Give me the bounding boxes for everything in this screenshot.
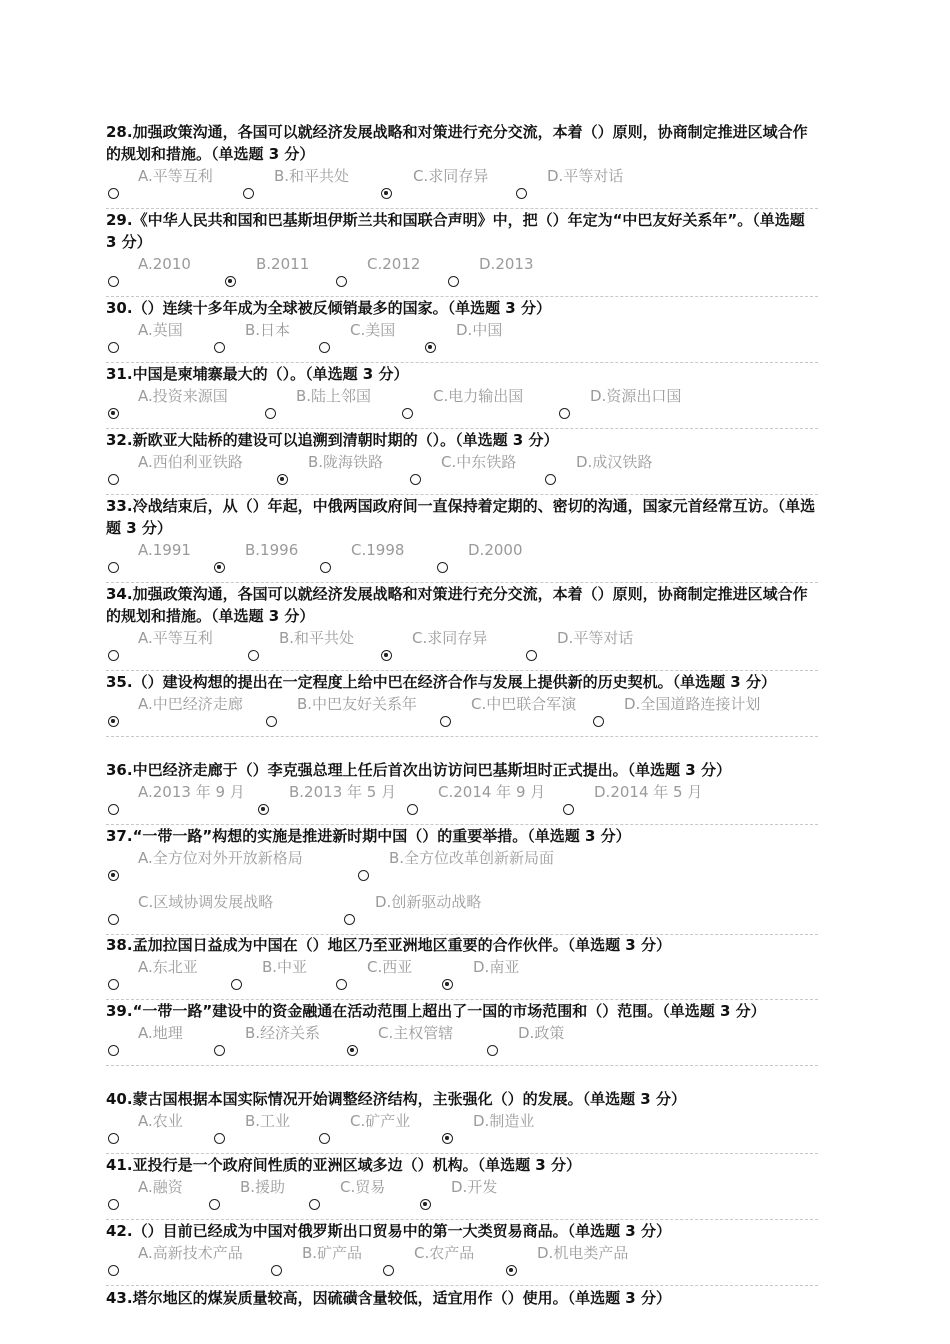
option-label: D.平等对话: [557, 629, 634, 647]
question-text: 43.塔尔地区的煤炭质量较高，因硫磺含量较低，适宜用作（）使用。（单选题 3 分）: [106, 1289, 671, 1307]
option-d: [106, 956, 818, 1000]
option-label: A.农业: [138, 1112, 183, 1130]
option-label: C.电力输出国: [433, 387, 524, 405]
option-d: [106, 253, 818, 297]
option-row: [106, 165, 818, 209]
option-label: B.2011: [256, 255, 310, 273]
option-label: A.投资来源国: [138, 387, 228, 405]
radio-q30-d-selected[interactable]: [425, 342, 436, 353]
option-d: [106, 1110, 818, 1154]
radio-q31-d[interactable]: [559, 408, 570, 419]
option-label: B.陇海铁路: [308, 453, 384, 471]
option-row: [106, 781, 818, 825]
option-label: B.中亚: [262, 958, 308, 976]
option-b: [106, 847, 818, 891]
option-label: A.西伯利亚铁路: [138, 453, 243, 471]
option-row: [106, 319, 818, 363]
question-block: [106, 759, 818, 825]
option-row: [106, 956, 818, 1000]
question-text: 37.“一带一路”构想的实施是推进新时期中国（）的重要举措。（单选题 3 分）: [106, 827, 631, 845]
radio-q33-d[interactable]: [437, 562, 448, 573]
option-label: B.工业: [245, 1112, 291, 1130]
option-label: C.中巴联合军演: [471, 695, 577, 713]
option-row: [106, 539, 818, 583]
option-label: A.2013 年 9 月: [138, 783, 245, 801]
option-label: C.贸易: [340, 1178, 386, 1196]
option-row: [106, 1022, 818, 1066]
option-label: D.政策: [518, 1024, 565, 1042]
question-text: 29.《中华人民共和国和巴基斯坦伊斯兰共和国联合声明》中，把（）年定为“中巴友好关系年”。（单选题 3 分）: [106, 211, 805, 251]
question-block: [106, 583, 818, 671]
option-row: [106, 451, 818, 495]
question-text: 36.中巴经济走廊于（）李克强总理上任后首次出访访问巴基斯坦时正式提出。（单选题 3 分）: [106, 761, 731, 779]
option-label: C.美国: [350, 321, 396, 339]
question-block: [106, 934, 818, 1000]
radio-q34-d[interactable]: [526, 650, 537, 661]
question-text: 33.冷战结束后，从（）年起，中俄两国政府间一直保持着定期的、密切的沟通，国家元首经常互访。（单选题 3 分）: [106, 497, 816, 537]
option-label: C.2012: [367, 255, 421, 273]
option-label: B.2013 年 5 月: [289, 783, 397, 801]
question-block: [106, 825, 818, 935]
option-label: A.东北亚: [138, 958, 198, 976]
option-d: [106, 1176, 818, 1220]
radio-q29-d[interactable]: [448, 276, 459, 287]
option-label: D.成汉铁路: [576, 453, 653, 471]
option-d: [106, 385, 818, 429]
question-block: [106, 1154, 818, 1220]
radio-q36-d[interactable]: [563, 804, 574, 815]
option-label: A.中巴经济走廊: [138, 695, 243, 713]
option-label: A.地理: [138, 1024, 183, 1042]
option-label: D.2013: [479, 255, 534, 273]
option-label: B.经济关系: [245, 1024, 321, 1042]
option-label: D.南亚: [473, 958, 520, 976]
option-d: [106, 539, 818, 583]
option-label: D.2000: [468, 541, 523, 559]
radio-q28-d[interactable]: [516, 188, 527, 199]
radio-q40-d-selected[interactable]: [442, 1133, 453, 1144]
option-label: D.中国: [456, 321, 503, 339]
option-label: B.日本: [245, 321, 291, 339]
option-label: B.和平共处: [279, 629, 355, 647]
question-text: 31.中国是柬埔寨最大的（）。（单选题 3 分）: [106, 365, 409, 383]
option-label: C.中东铁路: [441, 453, 517, 471]
question-text: 34.加强政策沟通，各国可以就经济发展战略和对策进行充分交流，本着（）原则，协商制定推进区域合作的规划和措施。（单选题 3 分）: [106, 585, 808, 625]
option-row: [106, 253, 818, 297]
question-block: [106, 297, 818, 363]
option-row: [106, 627, 818, 671]
option-label: D.2014 年 5 月: [594, 783, 703, 801]
option-label: B.中巴友好关系年: [297, 695, 418, 713]
question-text: 41.亚投行是一个政府间性质的亚洲区域多边（）机构。（单选题 3 分）: [106, 1156, 581, 1174]
radio-q32-d[interactable]: [545, 474, 556, 485]
option-label: B.陆上邻国: [296, 387, 372, 405]
option-label: A.平等互利: [138, 629, 213, 647]
option-label: B.和平共处: [274, 167, 350, 185]
radio-q38-d-selected[interactable]: [442, 979, 453, 990]
option-label: A.全方位对外开放新格局: [138, 849, 303, 867]
radio-q39-d[interactable]: [487, 1045, 498, 1056]
question-block: [106, 671, 818, 737]
option-label: D.开发: [451, 1178, 498, 1196]
option-d: [106, 319, 818, 363]
question-text: 39.“一带一路”建设中的资金融通在活动范围上超出了一国的市场范围和（）范围。（单选题 3 分）: [106, 1002, 766, 1020]
option-d: [106, 1022, 818, 1066]
option-row: [106, 847, 818, 891]
option-row: [106, 693, 818, 737]
option-label: A.平等互利: [138, 167, 213, 185]
option-row: [106, 1242, 818, 1286]
option-row: [106, 1176, 818, 1220]
option-label: B.矿产品: [302, 1244, 363, 1262]
question-text: 28.加强政策沟通，各国可以就经济发展战略和对策进行充分交流，本着（）原则，协商制定推进区域合作的规划和措施。（单选题 3 分）: [106, 123, 808, 163]
option-label: D.全国道路连接计划: [624, 695, 761, 713]
option-label: A.2010: [138, 255, 191, 273]
option-label: C.主权管辖: [378, 1024, 454, 1042]
question-block: [106, 1000, 818, 1066]
option-label: D.资源出口国: [590, 387, 682, 405]
option-label: B.1996: [245, 541, 299, 559]
question-block: [106, 1088, 818, 1154]
option-label: D.机电类产品: [537, 1244, 629, 1262]
question-block: [106, 495, 818, 583]
option-label: D.制造业: [473, 1112, 535, 1130]
option-label: C.求同存异: [413, 167, 489, 185]
option-label: D.创新驱动战略: [375, 893, 482, 911]
radio-q37-d[interactable]: [344, 914, 355, 925]
question-text: 35.（）建设构想的提出在一定程度上给中巴在经济合作与发展上提供新的历史契机。（单选题 3 分）: [106, 673, 776, 691]
option-row: [106, 891, 818, 935]
option-row: [106, 1110, 818, 1154]
radio-q35-d[interactable]: [593, 716, 604, 727]
option-label: A.高新技术产品: [138, 1244, 243, 1262]
question-text: 30.（）连续十多年成为全球被反倾销最多的国家。（单选题 3 分）: [106, 299, 551, 317]
option-label: C.1998: [351, 541, 405, 559]
question-block: [106, 1287, 818, 1309]
option-d: [106, 781, 818, 825]
question-block: [106, 429, 818, 495]
option-row: [106, 385, 818, 429]
radio-q42-d-selected[interactable]: [506, 1265, 517, 1276]
option-label: C.求同存异: [412, 629, 488, 647]
question-block: [106, 121, 818, 209]
question-text: 40.蒙古国根据本国实际情况开始调整经济结构，主张强化（）的发展。（单选题 3 分）: [106, 1090, 686, 1108]
option-label: B.全方位改革创新新局面: [389, 849, 555, 867]
option-d: [106, 1242, 818, 1286]
radio-q37-b[interactable]: [358, 870, 369, 881]
question-block: [106, 363, 818, 429]
question-block: [106, 209, 818, 297]
option-label: A.1991: [138, 541, 191, 559]
option-d: [106, 165, 818, 209]
option-label: A.英国: [138, 321, 183, 339]
option-label: C.西亚: [367, 958, 413, 976]
question-block: [106, 1220, 818, 1286]
option-label: C.矿产业: [350, 1112, 411, 1130]
option-d: [106, 627, 818, 671]
option-label: D.平等对话: [547, 167, 624, 185]
option-d: [106, 693, 818, 737]
option-label: B.援助: [240, 1178, 286, 1196]
radio-q41-d-selected[interactable]: [420, 1199, 431, 1210]
option-label: C.农产品: [414, 1244, 475, 1262]
option-d: [106, 451, 818, 495]
option-label: A.融资: [138, 1178, 183, 1196]
question-text: 38.孟加拉国日益成为中国在（）地区乃至亚洲地区重要的合作伙伴。（单选题 3 分）: [106, 936, 671, 954]
question-text: 32.新欧亚大陆桥的建设可以追溯到清朝时期的（）。（单选题 3 分）: [106, 431, 559, 449]
option-label: C.2014 年 9 月: [438, 783, 546, 801]
option-label: C.区域协调发展战略: [138, 893, 274, 911]
option-d: [106, 891, 818, 935]
question-text: 42.（）目前已经成为中国对俄罗斯出口贸易中的第一大类贸易商品。（单选题 3 分）: [106, 1222, 671, 1240]
